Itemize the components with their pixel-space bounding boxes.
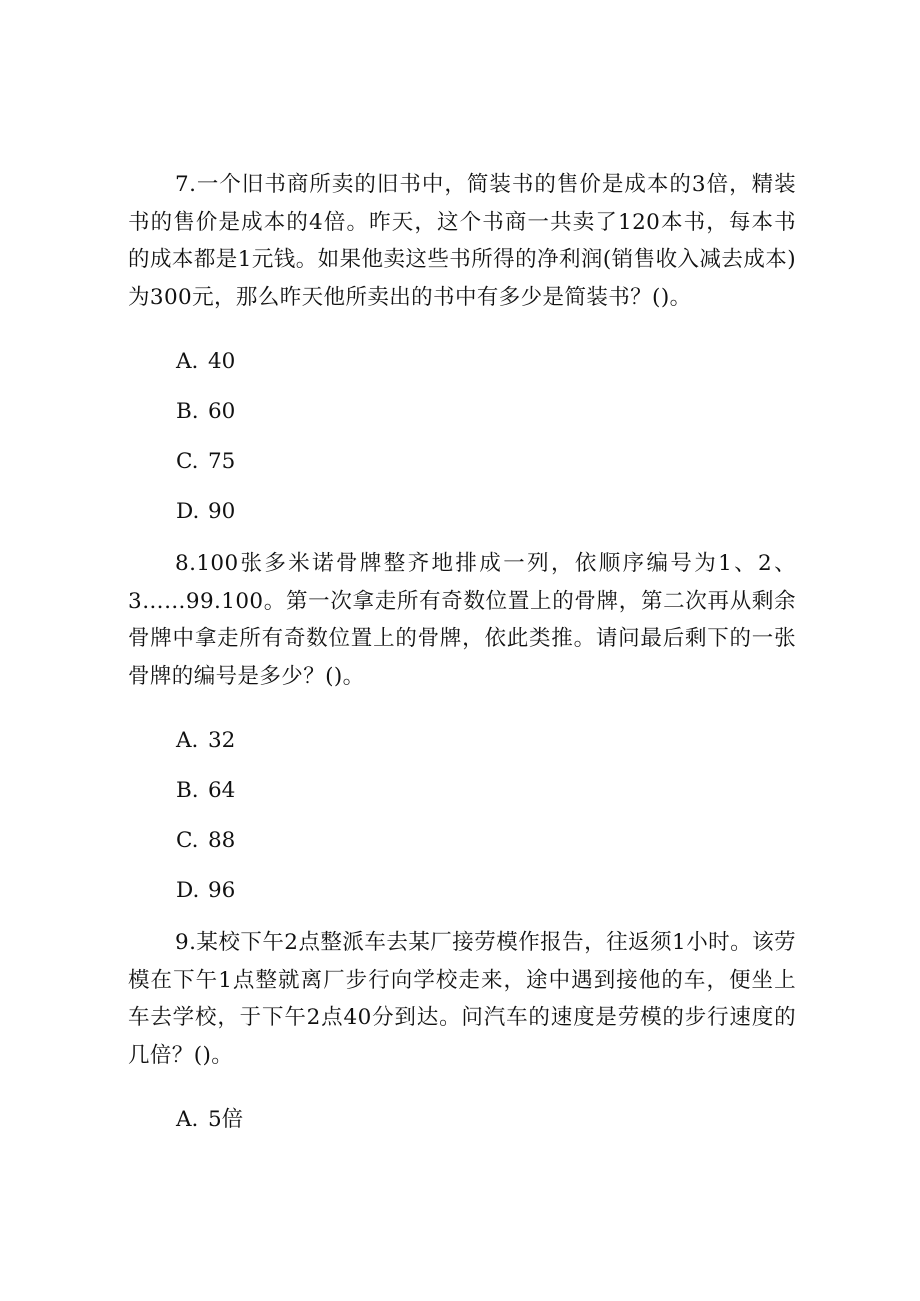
option-value: 64: [208, 778, 236, 803]
question-7-option-a: [176, 347, 235, 377]
question-7-option-d: [176, 497, 235, 527]
question-8-option-a: [176, 726, 235, 756]
question-7-option-b: [176, 397, 235, 427]
option-letter: B.: [176, 778, 199, 803]
question-9-option-a: [176, 1105, 243, 1135]
option-value: 40: [208, 349, 236, 374]
option-value: 32: [208, 728, 236, 753]
option-value: 75: [208, 449, 236, 474]
option-letter: A.: [176, 1107, 199, 1132]
option-value: 88: [208, 828, 236, 853]
option-value: 60: [208, 399, 236, 424]
option-value: 96: [208, 878, 236, 903]
option-letter: C.: [176, 828, 199, 853]
question-7-option-c: [176, 447, 235, 477]
question-7-stem: 7.一个旧书商所卖的旧书中，简装书的售价是成本的3倍，精装书的售价是成本的4倍。昨天，这个书商一共卖了120本书，每本书的成本都是1元钱。如果他卖这些书所得的净利润(销售收入减去成本)为300元，那么昨天他所卖出的书中有多少是简装书？()。: [128, 172, 796, 310]
option-letter: D.: [176, 878, 200, 903]
question-8-option-c: [176, 826, 235, 856]
option-letter: B.: [176, 399, 199, 424]
question-8-stem: 8.100张多米诺骨牌整齐地排成一列，依顺序编号为1、2、3……99.100。第一次拿走所有奇数位置上的骨牌，第二次再从剩余骨牌中拿走所有奇数位置上的骨牌，依此类推。请问最后剩下的一张骨牌的编号是多少？()。: [128, 551, 796, 689]
option-letter: C.: [176, 449, 199, 474]
option-value: 5倍: [208, 1107, 244, 1132]
option-letter: A.: [176, 349, 199, 374]
question-9-stem: 9.某校下午2点整派车去某厂接劳模作报告，往返须1小时。该劳模在下午1点整就离厂步行向学校走来，途中遇到接他的车，便坐上车去学校，于下午2点40分到达。问汽车的速度是劳模的步行速度的几倍？()。: [128, 930, 796, 1068]
option-letter: A.: [176, 728, 199, 753]
question-8-option-b: [176, 776, 235, 806]
option-value: 90: [208, 499, 236, 524]
question-8-option-d: [176, 876, 235, 906]
option-letter: D.: [176, 499, 200, 524]
